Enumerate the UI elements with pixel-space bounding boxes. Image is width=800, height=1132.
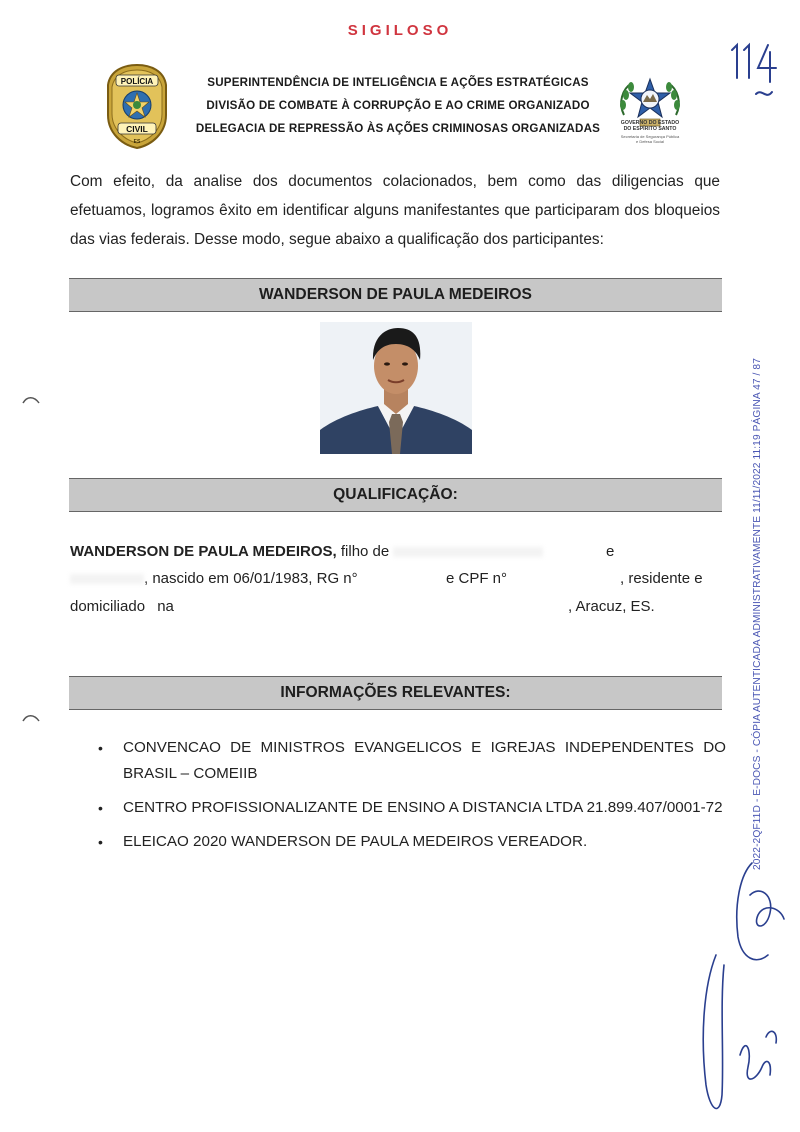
- handwritten-page-number: [728, 42, 782, 112]
- punch-hole-mark: [22, 395, 40, 405]
- qualification-line-1: [70, 543, 720, 560]
- list-item: • ELEICAO 2020 WANDERSON DE PAULA MEDEIROS VEREADOR.: [96, 829, 726, 855]
- svg-text:CIVIL: CIVIL: [126, 124, 148, 134]
- punch-hole-mark: [22, 713, 40, 723]
- redacted-field: [70, 574, 144, 584]
- birth-rg-text: , nascido em 06/01/1983, RG n°: [144, 570, 358, 587]
- qualification-line-3: [70, 598, 720, 615]
- na-label: na: [157, 598, 174, 615]
- qualification-bar: [69, 478, 722, 512]
- person-name-heading: WANDERSON DE PAULA MEDEIROS: [259, 286, 532, 303]
- person-name-bar: [69, 278, 722, 312]
- police-civil-badge: [106, 63, 168, 149]
- svg-text:POLÍCIA: POLÍCIA: [120, 77, 154, 86]
- intro-paragraph: Com efeito, da analise dos documentos colacionados, bem como das diligencias que efetuamos, logramos êxito em identificar alguns manifestantes que participaram dos bloqueios das vias federais. Desse modo, segue abaixo a qualificação dos participantes:: [70, 173, 720, 248]
- relevant-info-bar: [69, 676, 722, 710]
- classification-label: SIGILOSO: [347, 22, 453, 39]
- person-photo: [320, 322, 472, 454]
- person-name: WANDERSON DE PAULA MEDEIROS,: [70, 543, 337, 560]
- org-line-2: DIVISÃO DE COMBATE À CORRUPÇÃO E AO CRIME ORGANIZADO: [206, 99, 590, 112]
- residente-text: , residente e: [620, 570, 703, 587]
- org-line-1: SUPERINTENDÊNCIA DE INTELIGÊNCIA E AÇÕES ESTRATÉGICAS: [207, 76, 589, 89]
- domiciliado-label: domiciliado: [70, 598, 146, 615]
- qualification-line-2: [70, 570, 720, 587]
- org-line-3: DELEGACIA DE REPRESSÃO ÀS AÇÕES CRIMINOSAS ORGANIZADAS: [195, 122, 601, 135]
- list-item: • CENTRO PROFISSIONALIZANTE DE ENSINO A DISTANCIA LTDA 21.899.407/0001-72: [96, 795, 726, 821]
- city-state: , Aracuz, ES.: [568, 598, 655, 615]
- svg-text:ES: ES: [133, 139, 141, 145]
- cpf-label: e CPF n°: [446, 570, 508, 587]
- handwritten-signatures: [690, 855, 790, 1120]
- redacted-field: [393, 547, 543, 557]
- gov-seal-text: GOVERNO DO ESTADO DO ESPÍRITO SANTO: [620, 120, 680, 132]
- relevant-info-list: [96, 735, 726, 863]
- filho-de-label: filho de: [340, 543, 390, 560]
- relevant-info-heading: INFORMAÇÕES RELEVANTES:: [280, 684, 511, 701]
- list-item: • CONVENCAO DE MINISTROS EVANGELICOS E IGREJAS INDEPENDENTES DO BRASIL – COMEIIB: [96, 735, 726, 787]
- qualification-heading: QUALIFICAÇÃO:: [333, 486, 458, 503]
- gov-seal-subtext: Secretaria de Segurança Pública e Defesa Social: [620, 134, 680, 144]
- conjunction-e: e: [606, 543, 615, 560]
- authentication-stamp: 2022-2QF11D - E-DOCS - CÓPIA AUTENTICADA ADMINISTRATIVAMENTE 11/11/2022 11:19 PÁGINA 47 / 87: [752, 358, 763, 870]
